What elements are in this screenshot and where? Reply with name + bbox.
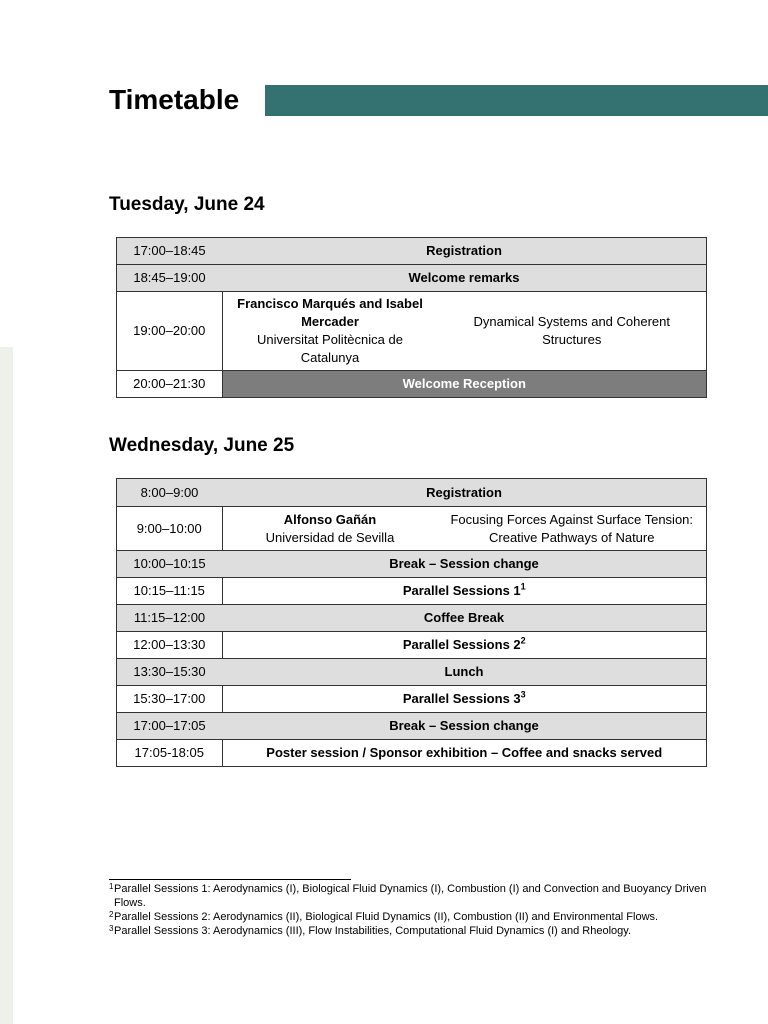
time-cell: 18:45–19:00 [117,265,223,292]
time-cell: 17:00–17:05 [117,713,223,740]
table-row [117,659,707,686]
footnote-mark: 1 [109,882,114,891]
time-cell: 17:00–18:45 [117,238,223,265]
event-cell: Poster session / Sponsor exhibition – Coffee and snacks served [222,740,707,767]
page-title: Timetable [109,84,240,115]
table-row [117,605,707,632]
footnote-mark: 3 [109,924,114,933]
speaker-name: Alfonso Gañán [283,511,377,527]
table-row [117,371,707,398]
day-heading-tuesday: Tuesday, June 24 [109,194,265,215]
talk-title: Focusing Forces Against Surface Tension: Creative Pathways of Nature [450,511,694,545]
side-strip [0,347,13,1024]
time-cell: 10:00–10:15 [117,551,223,578]
time-cell: 17:05-18:05 [117,740,223,767]
table-row [117,713,707,740]
event-cell: Registration [222,238,707,265]
event-cell: Break – Session change [222,713,707,740]
table-row [117,479,707,507]
speaker-name: Francisco Marqués and Isabel Mercader [237,296,423,329]
table-row [117,551,707,578]
timetable-tuesday [116,237,707,398]
table-row [117,578,707,605]
table-row [117,507,707,551]
event-cell [222,632,707,659]
footnote [109,924,729,938]
speaker-affiliation: Universitat Politècnica de Catalunya [257,332,403,365]
footnote-text: Parallel Sessions 1: Aerodynamics (I), Biological Fluid Dynamics (I), Combustion (I) and Convection and Buoyancy Driven Flows. [114,883,707,909]
footnote [109,910,729,924]
keynote-cell [222,507,707,551]
time-cell: 20:00–21:30 [117,371,223,398]
event-cell: Coffee Break [222,605,707,632]
event-cell: Lunch [222,659,707,686]
time-cell: 10:15–11:15 [117,578,223,605]
table-row [117,740,707,767]
time-cell: 11:15–12:00 [117,605,223,632]
time-cell: 9:00–10:00 [117,507,223,551]
footnote-text: Parallel Sessions 3: Aerodynamics (III), Flow Instabilities, Computational Fluid Dynamics (I) and Rheology. [114,925,632,937]
footnote-ref: 1 [520,581,526,592]
footnote-ref: 2 [520,635,526,646]
event-label: Parallel Sessions 3 [402,691,521,706]
event-label: Parallel Sessions 2 [402,637,521,652]
time-cell: 19:00–20:00 [117,292,223,371]
footnote-divider [109,879,351,880]
event-cell: Registration [222,479,707,507]
talk-title: Dynamical Systems and Coherent Structures [473,314,670,347]
event-cell: Break – Session change [222,551,707,578]
footnote-text: Parallel Sessions 2: Aerodynamics (II), Biological Fluid Dynamics (II), Combustion (II) and Environmental Flows. [114,911,659,923]
event-cell: Welcome Reception [222,371,707,398]
footnote [109,882,729,910]
event-cell [222,578,707,605]
table-row [117,632,707,659]
timetable-wednesday [116,478,707,767]
title-accent-bar [265,85,768,116]
event-cell: Welcome remarks [222,265,707,292]
table-row [117,238,707,265]
speaker-affiliation: Universidad de Sevilla [265,529,395,545]
footnote-mark: 2 [109,910,114,919]
time-cell: 12:00–13:30 [117,632,223,659]
table-row [117,265,707,292]
footnote-ref: 3 [520,689,526,700]
event-cell [222,686,707,713]
time-cell: 15:30–17:00 [117,686,223,713]
keynote-cell [222,292,707,371]
time-cell: 13:30–15:30 [117,659,223,686]
day-heading-wednesday: Wednesday, June 25 [109,435,295,456]
time-cell: 8:00–9:00 [117,479,223,507]
footnotes [109,882,729,938]
event-label: Parallel Sessions 1 [402,583,521,598]
table-row [117,686,707,713]
table-row [117,292,707,371]
